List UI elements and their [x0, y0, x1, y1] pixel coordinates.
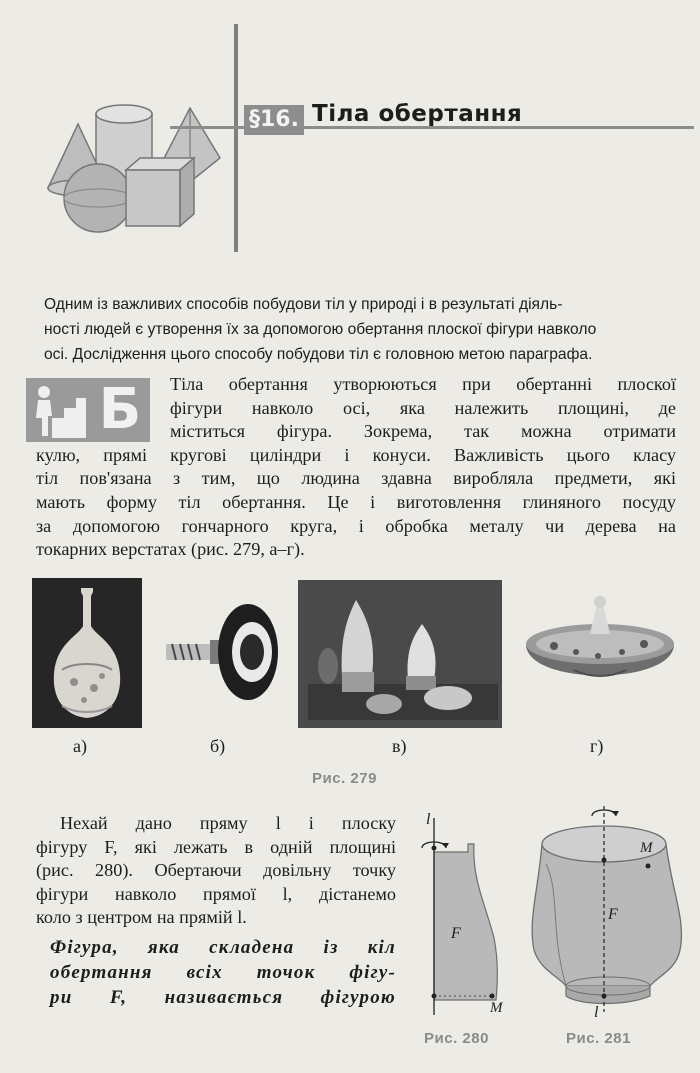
figure-280-diagram [412, 810, 532, 1025]
paragraph-line: кулю, прямі кругові циліндри і конуси. Важливість цього класу [36, 444, 676, 465]
figure-280-m-label: M [490, 1000, 503, 1016]
definition-line: Фігура, яка складена із кіл [50, 937, 396, 958]
paragraph-line: фігури навколо осі, яка належить площині, де [170, 397, 676, 418]
definition-line: обертання всіх точок фігу- [50, 962, 396, 983]
main-paragraph [36, 373, 676, 562]
geometric-solids-illustration [40, 96, 240, 236]
figure-279-caption-v: в) [392, 736, 407, 756]
intro-paragraph [44, 292, 674, 367]
intro-line: ності людей є утворення їх за допомогою обертання плоскої фігури навколо [44, 321, 597, 338]
paragraph-line: міститься фігура. Зокрема, так можна отримати [170, 421, 676, 442]
paragraph-280 [36, 812, 396, 930]
vase-photo [32, 578, 142, 728]
sphere-shape [64, 164, 132, 232]
figure-280-f-label: F [451, 925, 461, 942]
figure-279-caption-a: а) [73, 736, 87, 756]
bowl-photo [520, 590, 680, 710]
paragraph-line: Нехай дано пряму l і плоску [60, 813, 396, 833]
intro-line: осі. Дослідження цього способу побудови тіл є головною метою параграфа. [44, 346, 593, 363]
paragraph-line: за допомогою гончарного круга, і обробка металу чи дерева на [36, 515, 676, 536]
section-number-badge: §16. [244, 105, 304, 135]
header-vertical-rule [234, 24, 238, 252]
figure-281-m-label: M [640, 840, 653, 856]
bolt-wheel-photo [160, 594, 282, 704]
paragraph-line: (рис. 280). Обертаючи довільну точку [36, 860, 396, 881]
paragraph-line: фігуру F, які лежать в одній площині [36, 836, 396, 857]
figure-281-f-label: F [608, 906, 618, 923]
figure-280-axis-label: l [426, 811, 431, 828]
paragraph-line: коло з центром на прямій l. [36, 907, 247, 928]
section-title: Тіла обертання [312, 101, 523, 127]
level-letter: Б [98, 377, 142, 442]
metal-parts-photo [298, 580, 502, 728]
paragraph-line: токарних верстатах (рис. 279, а–г). [36, 539, 305, 560]
figure-280-label: Рис. 280 [424, 1030, 489, 1047]
paragraph-line: Тіла обертання утворюються при обертанні плоскої [170, 374, 676, 394]
figure-279-label: Рис. 279 [312, 770, 377, 787]
paragraph-line: мають форму тіл обертання. Це і виготовлення глиняного посуду [36, 491, 676, 512]
definition-line: ри F, називається фігурою [50, 987, 396, 1008]
figure-279-caption-b: б) [210, 736, 226, 756]
cube-shape [126, 158, 194, 226]
paragraph-line: тіл пов'язана з тим, що людина здавна виробляла предмети, які [36, 468, 676, 489]
figure-281-label: Рис. 281 [566, 1030, 631, 1047]
definition-text [50, 935, 396, 1010]
figure-281-diagram [520, 800, 690, 1025]
intro-line: Одним із важливих способів побудови тіл у природі і в результаті діяль- [44, 296, 563, 313]
figure-281-axis-label: l [594, 1004, 599, 1021]
paragraph-line: фігури навколо прямої l, дістанемо [36, 883, 396, 904]
figure-279-caption-g: г) [590, 736, 604, 756]
